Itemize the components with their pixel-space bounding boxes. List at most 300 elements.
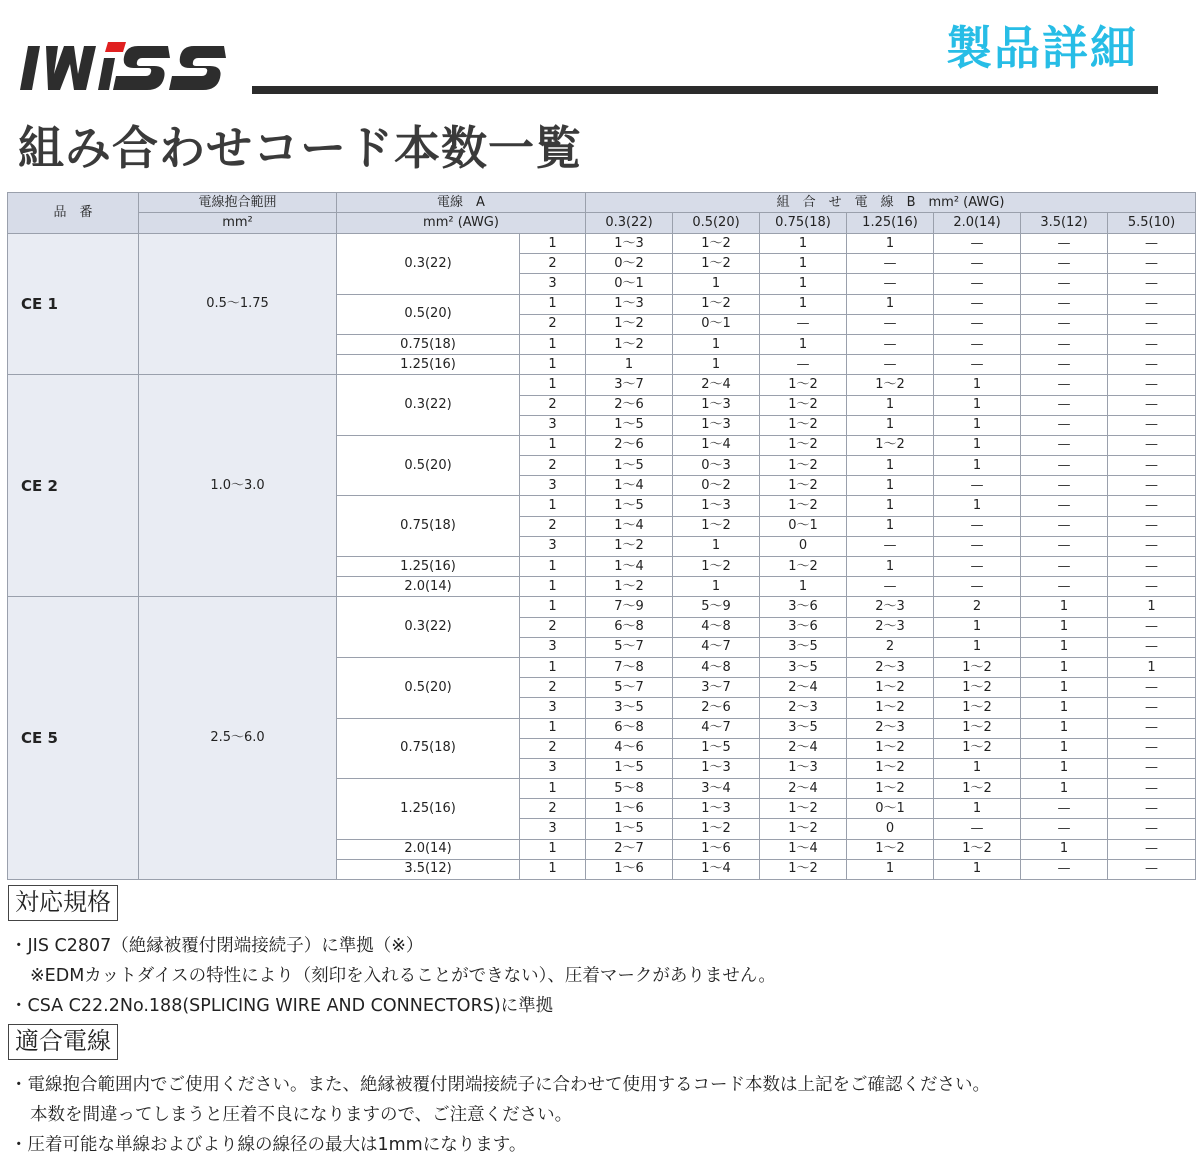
combination-value: 1～3 [760,758,847,778]
combination-value: 4～8 [673,617,760,637]
wire-a-count: 1 [520,234,586,254]
combination-value: 1 [847,234,934,254]
combination-value: 1～2 [760,819,847,839]
combination-value: 1～2 [934,738,1021,758]
combination-value: 1～2 [673,234,760,254]
combination-value: 2～4 [760,779,847,799]
combination-value: 1～5 [586,496,673,516]
combination-value: 1～2 [934,718,1021,738]
combination-value: 1～5 [586,456,673,476]
compatible-wire-line-1: ・電線抱合範囲内でご使用ください。また、絶縁被覆付閉端接続子に合わせて使用するコード本数は上記をご確認ください。 [10,1075,990,1095]
combination-value: 2～4 [673,375,760,395]
combination-value: 2～6 [586,435,673,455]
combination-value: 1 [1108,657,1196,677]
combination-value: 1 [934,758,1021,778]
header-wire-a: 電線 A [337,193,586,213]
header-wire-b-size: 3.5(12) [1021,213,1108,234]
combination-value: — [934,294,1021,314]
combination-value: 1 [847,859,934,879]
combination-value: — [1021,254,1108,274]
combination-value: — [1108,799,1196,819]
table-row [8,375,1196,395]
header-wire-b-size: 5.5(10) [1108,213,1196,234]
combination-value: 1 [673,334,760,354]
wire-range: 1.0～3.0 [139,375,337,597]
combination-value: 1～2 [847,738,934,758]
combination-value: — [1108,557,1196,577]
combination-value: — [1108,839,1196,859]
combination-value: 1 [760,274,847,294]
combination-value: — [934,819,1021,839]
header-wire-b: 組 合 せ 電 線 B mm² (AWG) [586,193,1196,213]
combination-value: 3～7 [586,375,673,395]
wire-a-count: 3 [520,758,586,778]
combination-value: 1～2 [760,799,847,819]
combination-value: 4～6 [586,738,673,758]
combination-value: 1～2 [760,435,847,455]
table-row [8,234,1196,254]
combination-value: 3～5 [760,718,847,738]
combination-value: 4～7 [673,637,760,657]
combination-value: 5～7 [586,637,673,657]
combination-value: 1 [1021,698,1108,718]
combination-value: — [934,254,1021,274]
combination-value: — [1021,456,1108,476]
combination-value: 1～2 [934,779,1021,799]
header-range: 電線抱合範囲 [139,193,337,213]
combination-value: 1 [1021,758,1108,778]
combination-value: — [1108,698,1196,718]
combination-value: — [1021,395,1108,415]
combination-value: 1～2 [673,294,760,314]
combination-value: 1～3 [586,234,673,254]
combination-value: — [1108,334,1196,354]
combination-value: — [1108,274,1196,294]
combination-value: — [847,355,934,375]
combination-value: — [1108,617,1196,637]
wire-a-count: 1 [520,718,586,738]
combination-value: — [1021,799,1108,819]
combination-value: 1 [760,254,847,274]
wire-a-count: 2 [520,395,586,415]
combination-value: 1～6 [673,839,760,859]
combination-value: 1～2 [934,657,1021,677]
combination-value: 1～2 [673,516,760,536]
part-number: CE 1 [8,234,139,375]
combination-value: — [1108,738,1196,758]
wire-a-count: 1 [520,657,586,677]
wire-a-count: 2 [520,314,586,334]
combination-value: 1 [934,799,1021,819]
combination-value: — [934,536,1021,556]
combination-value: 1 [934,456,1021,476]
combination-value: — [1021,557,1108,577]
combination-value: 1～4 [673,859,760,879]
header-part-no: 品 番 [8,193,139,234]
combination-value: 2～3 [847,718,934,738]
part-number: CE 5 [8,597,139,880]
combination-value: — [934,274,1021,294]
combination-value: 1 [847,516,934,536]
wire-a-size: 0.5(20) [337,657,520,718]
combination-value: 0 [847,819,934,839]
combination-value: 1～4 [760,839,847,859]
wire-a-count: 1 [520,334,586,354]
combination-value: 1～3 [673,496,760,516]
wire-a-count: 3 [520,476,586,496]
combination-value: — [847,254,934,274]
combination-value: 4～7 [673,718,760,738]
combination-value: — [934,476,1021,496]
combination-value: 1 [1021,678,1108,698]
combination-value: 1 [1021,718,1108,738]
combination-value: 1～2 [847,758,934,778]
combination-value: — [934,355,1021,375]
wire-a-size: 1.25(16) [337,355,520,375]
combination-value: — [1021,577,1108,597]
combination-value: 3～6 [760,617,847,637]
wire-a-count: 2 [520,617,586,637]
combination-value: — [1108,314,1196,334]
combination-value: — [1108,415,1196,435]
compatible-wire-line-2: 本数を間違ってしまうと圧着不良になりますので、ご注意ください。 [30,1105,573,1125]
wire-range: 0.5～1.75 [139,234,337,375]
combination-value: 1～2 [760,395,847,415]
combination-value: — [1021,516,1108,536]
wire-a-count: 3 [520,698,586,718]
combination-value: 1 [847,456,934,476]
combination-value: 1 [934,395,1021,415]
combination-value: 1～2 [760,476,847,496]
combination-value: — [1021,536,1108,556]
header-wire-b-size: 2.0(14) [934,213,1021,234]
compatible-wire-line-3: ・圧着可能な単線およびより線の線径の最大は1mmになります。 [10,1135,527,1155]
wire-a-size: 3.5(12) [337,859,520,879]
wire-a-size: 0.3(22) [337,597,520,658]
combination-value: — [1021,375,1108,395]
wire-a-count: 2 [520,799,586,819]
combination-value: 1～2 [934,839,1021,859]
combination-value: — [760,314,847,334]
combination-value: — [1108,758,1196,778]
combination-value: 1 [1108,597,1196,617]
standards-line-3: ・CSA C22.2No.188(SPLICING WIRE AND CONNECTORS)に準拠 [10,996,554,1016]
wire-a-size: 0.3(22) [337,375,520,436]
header-wire-b-size: 0.3(22) [586,213,673,234]
combination-value: 1 [847,294,934,314]
combination-value: 1～2 [586,334,673,354]
combination-value: — [1108,678,1196,698]
combination-value: — [1021,355,1108,375]
wire-a-count: 3 [520,415,586,435]
combination-value: — [1108,536,1196,556]
combination-value: 1 [847,395,934,415]
combination-value: 1 [847,557,934,577]
wire-a-count: 1 [520,375,586,395]
combination-value: 2 [934,597,1021,617]
combination-value: 1～2 [847,375,934,395]
combination-value: — [1108,859,1196,879]
combination-value: — [847,334,934,354]
wire-a-count: 2 [520,516,586,536]
combination-value: 6～8 [586,718,673,738]
combination-value: 2 [847,637,934,657]
combination-value: — [1108,577,1196,597]
combination-value: 1～3 [673,758,760,778]
combination-value: 0～2 [673,476,760,496]
header-range-unit: mm² [139,213,337,234]
combination-value: 1～5 [586,415,673,435]
standards-line-1: ・JIS C2807（絶縁被覆付閉端接続子）に準拠（※） [10,936,424,956]
combination-value: 0～1 [673,314,760,334]
combination-value: 7～9 [586,597,673,617]
combination-value: 1～2 [760,859,847,879]
wire-a-count: 3 [520,637,586,657]
combination-value: 1～2 [847,435,934,455]
combination-value: — [1021,334,1108,354]
wire-a-count: 1 [520,496,586,516]
combination-value: — [1021,314,1108,334]
combination-value: 1 [673,577,760,597]
combination-value: 1 [934,617,1021,637]
wire-a-count: 1 [520,779,586,799]
combination-value: 1 [1021,839,1108,859]
combination-value: 1～5 [673,738,760,758]
combination-value: 1～5 [586,819,673,839]
combination-value: — [1108,375,1196,395]
wire-a-size: 0.75(18) [337,334,520,354]
wire-a-count: 3 [520,536,586,556]
wire-range: 2.5～6.0 [139,597,337,880]
wire-a-count: 2 [520,456,586,476]
combination-value: — [1108,496,1196,516]
combination-value: 1～2 [847,698,934,718]
combination-value: — [1108,435,1196,455]
wire-a-count: 2 [520,254,586,274]
wire-a-count: 1 [520,355,586,375]
wire-a-count: 1 [520,597,586,617]
combination-value: — [934,516,1021,536]
combination-value: 1 [934,415,1021,435]
combination-value: 2～4 [760,738,847,758]
combination-value: 1～2 [586,577,673,597]
combination-value: 2～6 [586,395,673,415]
combination-value: 1～4 [673,435,760,455]
combination-value: — [1108,234,1196,254]
combination-value: — [1021,234,1108,254]
combination-value: 1～2 [760,415,847,435]
combination-value: — [934,234,1021,254]
combination-value: 1～4 [586,557,673,577]
combination-value: — [1108,516,1196,536]
combination-value: 1 [760,577,847,597]
combination-value: 1～2 [934,678,1021,698]
combination-value: 1 [934,435,1021,455]
combination-value: 3～6 [760,597,847,617]
combination-value: 0～2 [586,254,673,274]
combination-value: — [847,536,934,556]
combination-value: 1～5 [586,758,673,778]
combination-value: 1 [1021,779,1108,799]
wire-a-count: 1 [520,557,586,577]
combination-value: 6～8 [586,617,673,637]
combination-value: 1～2 [847,839,934,859]
combination-value: 1～2 [673,254,760,274]
combination-value: — [1108,456,1196,476]
combination-table [7,192,1196,880]
combination-value: 2～3 [847,657,934,677]
combination-value: — [1108,395,1196,415]
wire-a-size: 0.75(18) [337,718,520,779]
combination-value: — [934,334,1021,354]
combination-value: — [1021,435,1108,455]
combination-value: 1～2 [760,496,847,516]
table-row [8,597,1196,617]
combination-value: 1～4 [586,516,673,536]
combination-value: 1～2 [673,557,760,577]
wire-a-count: 3 [520,819,586,839]
combination-value: 1～2 [760,557,847,577]
combination-value: 1 [847,496,934,516]
combination-value: 1 [760,294,847,314]
combination-value: — [1021,294,1108,314]
wire-a-size: 1.25(16) [337,557,520,577]
combination-value: 1～2 [847,678,934,698]
combination-value: 0～1 [847,799,934,819]
combination-value: 1 [1021,738,1108,758]
combination-value: 1～2 [586,536,673,556]
combination-value: — [1021,496,1108,516]
wire-a-size: 2.0(14) [337,577,520,597]
combination-value: 5～7 [586,678,673,698]
combination-value: — [1108,819,1196,839]
combination-value: 2～7 [586,839,673,859]
combination-value: 1 [847,476,934,496]
combination-value: — [847,314,934,334]
combination-value: 3～5 [760,637,847,657]
combination-value: 1～2 [673,819,760,839]
combination-value: — [1021,819,1108,839]
combination-value: 1～6 [586,859,673,879]
combination-value: 1～3 [673,799,760,819]
wire-a-size: 0.5(20) [337,435,520,496]
combination-value: — [1108,355,1196,375]
combination-value: 7～8 [586,657,673,677]
header-wire-b-size: 0.75(18) [760,213,847,234]
standards-line-2: ※EDMカットダイスの特性により（刻印を入れることができない）、圧着マークがありません。 [30,966,776,986]
combination-value: 0～1 [586,274,673,294]
wire-a-count: 2 [520,678,586,698]
wire-a-size: 0.75(18) [337,496,520,557]
combination-value: 0～1 [760,516,847,536]
combination-value: 1 [934,637,1021,657]
header-wire-b-size: 0.5(20) [673,213,760,234]
combination-value: 0～3 [673,456,760,476]
standards-heading: 対応規格 [8,885,118,921]
combination-value: 1 [1021,657,1108,677]
combination-value: — [934,577,1021,597]
header-wire-b-size: 1.25(16) [847,213,934,234]
combination-value: 1～3 [673,395,760,415]
header-rule [252,86,1158,94]
combination-value: — [1108,779,1196,799]
combination-value: 2～4 [760,678,847,698]
wire-a-count: 2 [520,738,586,758]
compatible-wire-heading: 適合電線 [8,1024,118,1060]
combination-value: 1～4 [586,476,673,496]
combination-value: 1 [934,375,1021,395]
combination-value: — [1108,476,1196,496]
combination-value: 3～5 [586,698,673,718]
wire-a-count: 1 [520,294,586,314]
combination-value: 1～3 [673,415,760,435]
combination-value: — [1108,637,1196,657]
combination-value: — [847,577,934,597]
combination-value: 4～8 [673,657,760,677]
wire-a-size: 0.3(22) [337,234,520,295]
wire-a-count: 3 [520,274,586,294]
combination-value: 3～4 [673,779,760,799]
combination-value: 1～2 [847,779,934,799]
combination-value: 1 [1021,597,1108,617]
combination-value: 1 [673,274,760,294]
combination-value: — [1021,859,1108,879]
combination-value: 2～3 [847,617,934,637]
combination-value: 0 [760,536,847,556]
combination-value: — [1021,415,1108,435]
product-detail-badge: 製品詳細 [946,21,1138,75]
combination-value: 3～5 [760,657,847,677]
combination-value: 5～8 [586,779,673,799]
wire-a-count: 1 [520,435,586,455]
combination-value: — [1108,718,1196,738]
combination-value: — [1108,254,1196,274]
combination-value: 1 [760,234,847,254]
combination-value: 1 [673,536,760,556]
combination-value: — [1021,274,1108,294]
combination-value: 1～6 [586,799,673,819]
part-number: CE 2 [8,375,139,597]
combination-value: 1 [673,355,760,375]
combination-value: 1 [934,859,1021,879]
iwiss-logo [18,38,234,94]
combination-value: — [934,557,1021,577]
combination-value: 1 [1021,637,1108,657]
logo-text: IWISS [18,38,21,39]
wire-a-count: 1 [520,839,586,859]
wire-a-size: 0.5(20) [337,294,520,334]
combination-value: 1 [586,355,673,375]
combination-value: 2～6 [673,698,760,718]
combination-value: 1～2 [934,698,1021,718]
combination-value: 2～3 [760,698,847,718]
wire-a-count: 1 [520,859,586,879]
combination-value: 2～3 [847,597,934,617]
combination-value: — [847,274,934,294]
combination-value: 1～3 [586,294,673,314]
combination-value: 1 [847,415,934,435]
combination-value: 1 [934,496,1021,516]
combination-value: 5～9 [673,597,760,617]
combination-value: — [1108,294,1196,314]
wire-a-size: 1.25(16) [337,779,520,840]
combination-value: 1 [760,334,847,354]
combination-value: — [1021,476,1108,496]
combination-value: 1～2 [586,314,673,334]
wire-a-count: 1 [520,577,586,597]
combination-value: — [760,355,847,375]
page-title: 組み合わせコード本数一覧 [18,121,582,175]
